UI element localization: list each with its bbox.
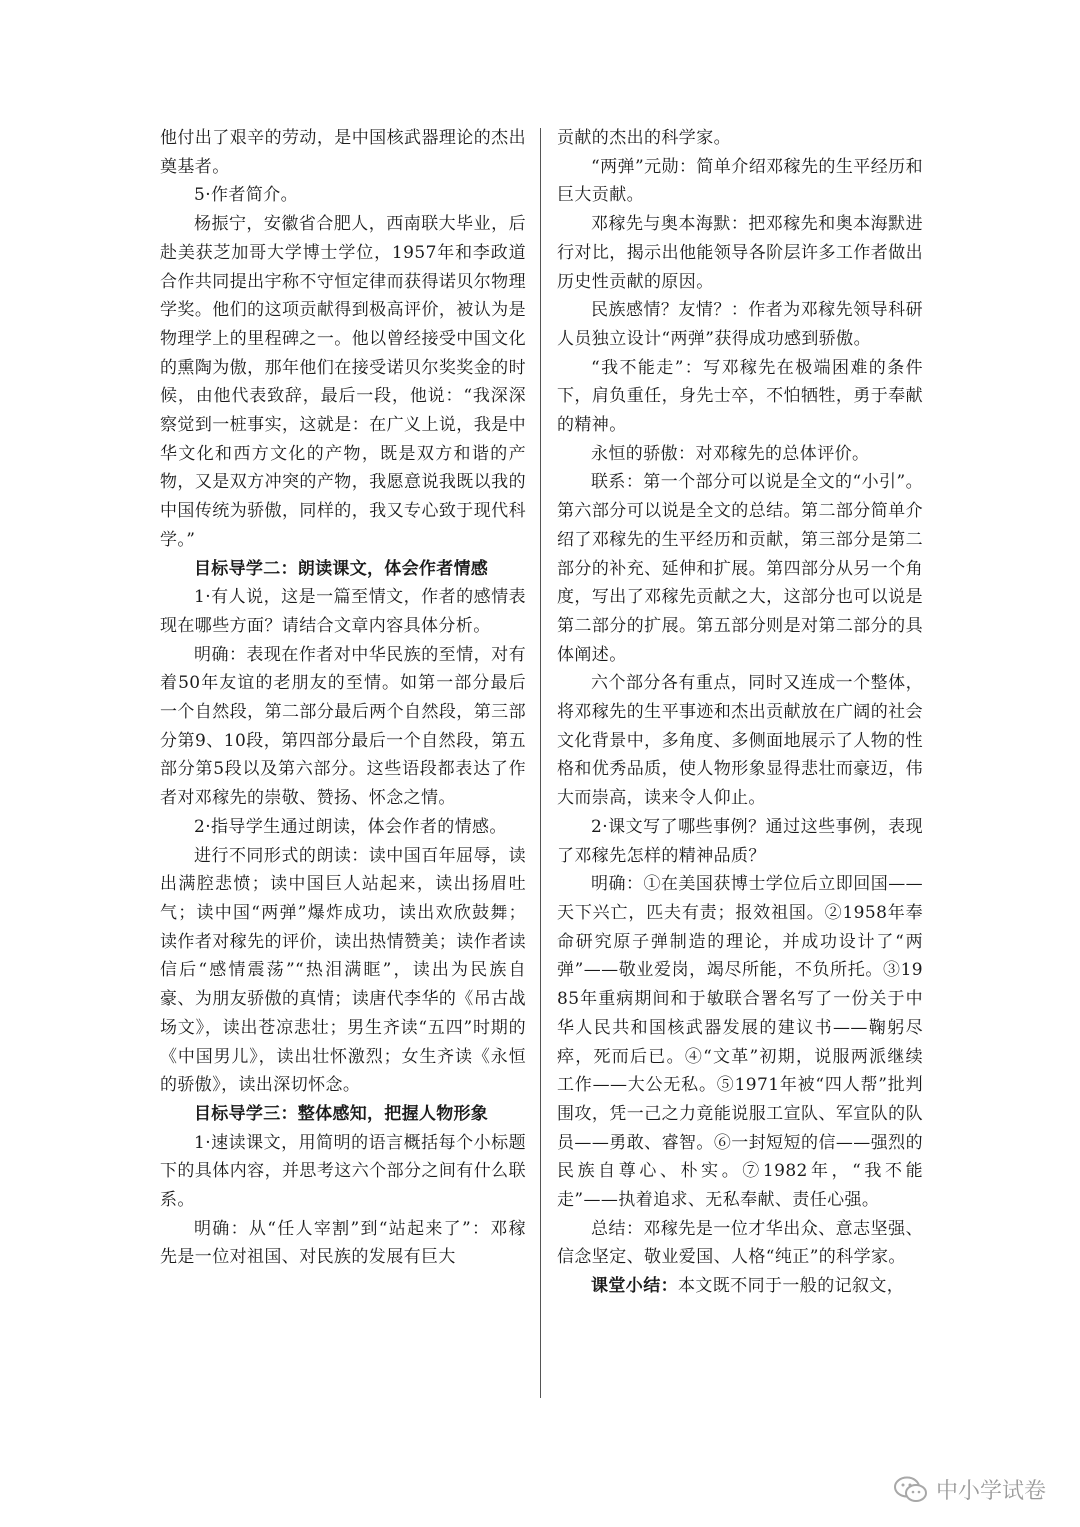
paragraph: 进行不同形式的朗读：读中国百年屈辱，读出满腔悲愤；读中国巨人站起来，读出扬眉吐气；读中国“两弹”爆炸成功，读出欢欣鼓舞；读作者对稼先的评价，读出热情赞美；读作者读信后“感情震荡”“热泪满眶”，读出为民族自豪、为朋友骄傲的真情；读唐代李华的《吊古战场文》，读出苍凉悲壮；男生齐读“五四”时期的《中国男儿》，读出壮怀激烈；女生齐读《永恒的骄傲》，读出深切怀念。 [160,845,526,1096]
left-column [160,124,526,1272]
paragraph: 六个部分各有重点，同时又连成一个整体，将邓稼先的生平事迹和杰出贡献放在广阔的社会文化背景中，多角度、多侧面地展示了人物的性格和优秀品质，使人物形象显得悲壮而豪迈，伟大而崇高，读来令人仰止。 [557,673,923,809]
paragraph: 明确：从“任人宰割”到“站起来了”：邓稼先是一位对祖国、对民族的发展有巨大 [160,1218,526,1268]
paragraph: “我不能走”：写邓稼先在极端困难的条件下，肩负重任，身先士卒，不怕牺牲，勇于奉献的精神。 [557,357,923,436]
summary-label: 课堂小结： [591,1276,678,1297]
paragraph: 2·指导学生通过朗读，体会作者的情感。 [194,816,507,837]
paragraph: 1·有人说，这是一篇至情文，作者的感情表现在哪些方面？请结合文章内容具体分析。 [160,587,526,636]
paragraph: 总结：邓稼先是一位才华出众、意志坚强、信念坚定、敬业爱国、人格“纯正”的科学家。 [557,1218,923,1268]
paragraph: 民族感情？友情？：作者为邓稼先领导科研人员独立设计“两弹”获得成功感到骄傲。 [557,300,923,349]
paragraph: “两弹”元勋：简单介绍邓稼先的生平经历和巨大贡献。 [557,156,923,206]
section-heading: 目标导学三：整体感知，把握人物形象 [194,1103,489,1124]
paragraph: 明确：①在美国获博士学位后立即回国——天下兴亡，匹夫有责；报效祖国。②1958年奉命研究原子弹制造的理论，并成功设计了“两弹”——敬业爱岗，竭尽所能，不负所托。③1985年重病期间和于敏联合署名写了一份关于中华人民共和国核武器发展的建议书——鞠躬尽瘁，死而后已。④“文革”初期，说服两派继续工作——大公无私。⑤1971年被“四人帮”批判围攻，凭一己之力竟能说服工宣队、军宣队的队员——勇敢、睿智。⑥一封短短的信——强烈的民族自尊心、朴实。⑦1982年，“我不能走”——执着追求、无私奉献、责任心强。 [557,874,923,1211]
column-divider [540,128,541,1398]
paragraph [557,1272,923,1301]
right-column [557,124,923,1301]
paragraph: 明确：表现在作者对中华民族的至情，对有着50年友谊的老朋友的至情。如第一部分最后一个自然段，第二部分最后两个自然段，第三部分第9、10段，第四部分最后一个自然段，第五部分第5段以及第六部分。这些语段都表达了作者对邓稼先的崇敬、赞扬、怀念之情。 [160,644,526,809]
paragraph: 邓稼先与奥本海默：把邓稼先和奥本海默进行对比，揭示出他能领导各阶层许多工作者做出历史性贡献的原因。 [557,214,923,292]
section-heading: 目标导学二：朗读课文，体会作者情感 [194,558,489,579]
paragraph: 2·课文写了哪些事例？通过这些事例，表现了邓稼先怎样的精神品质？ [557,816,923,866]
paragraph: 联系：第一个部分可以说是全文的“小引”。第六部分可以说是全文的总结。第二部分简单介绍了邓稼先的生平经历和贡献，第三部分是第二部分的补充、延伸和扩展。第四部分从另一个角度，写出了邓稼先贡献之大，这部分也可以说是第二部分的扩展。第五部分则是对第二部分的具体阐述。 [557,472,923,665]
paragraph: 1·速读课文，用简明的语言概括每个小标题下的具体内容，并思考这六个部分之间有什么联系。 [160,1132,526,1211]
summary-text: 本文既不同于一般的记叙文， [678,1276,905,1297]
paragraph: 他付出了艰辛的劳动，是中国核武器理论的杰出奠基者。 [160,128,526,177]
paragraph: 杨振宁，安徽省合肥人，西南联大毕业，后赴美获芝加哥大学博士学位，1957年和李政道合作共同提出宇称不守恒定律而获得诺贝尔物理学奖。他们的这项贡献得到极高评价，被认为是物理学上的里程碑之一。他以曾经接受中国文化的熏陶为傲，那年他们在接受诺贝尔奖奖金的时候，由他代表致辞，最后一段，他说：“我深深察觉到一桩事实，这就是：在广义上说，我是中华文化和西方文化的产物，既是双方和谐的产物，又是双方冲突的产物，我愿意说我既以我的中国传统为骄傲，同样的，我又专心致于现代科学。” [160,214,526,550]
paragraph: 5·作者简介。 [194,185,299,206]
watermark-text: 中小学试卷 [935,1479,1046,1504]
wechat-icon [894,1476,928,1504]
paragraph: 永恒的骄傲：对邓稼先的总体评价。 [591,443,870,464]
watermark [894,1474,1046,1505]
paragraph: 贡献的杰出的科学家。 [557,128,731,148]
